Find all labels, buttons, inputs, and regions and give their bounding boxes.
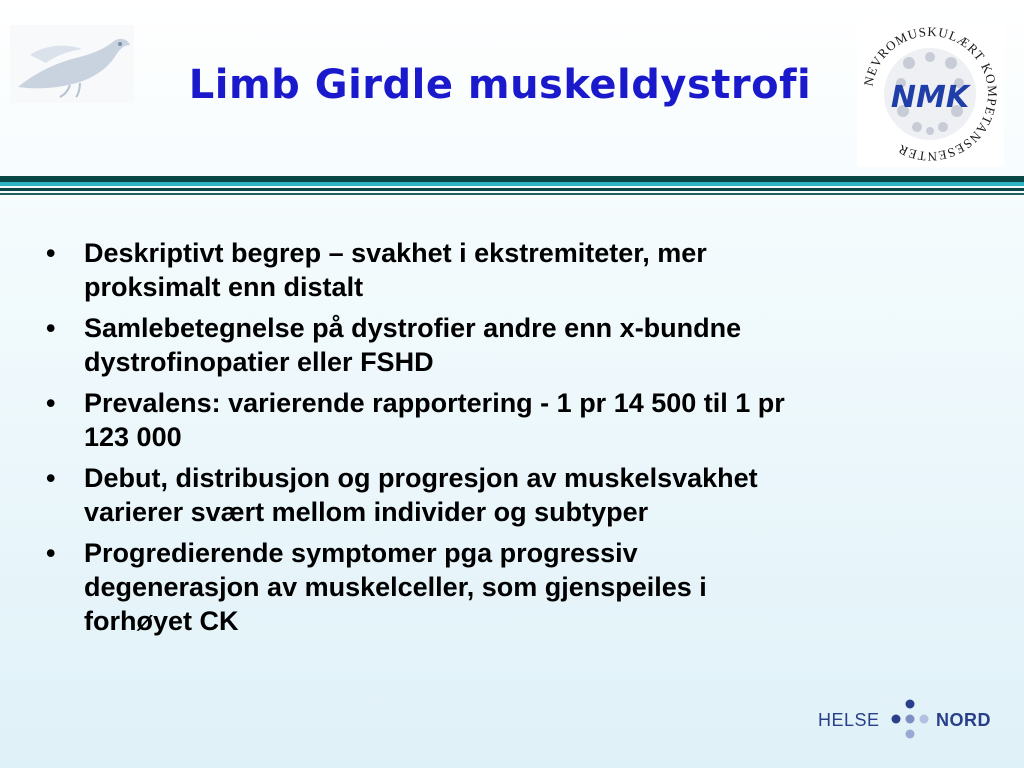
nmk-seal-ring-text: NEVROMUSKULÆRT KOMPETANSESENTER [860, 23, 1001, 165]
bullet-marker: • [46, 238, 56, 268]
bullet-line: degenerasjon av muskelceller, som gjenspeiles i [84, 572, 707, 602]
bullet-line: dystrofinopatier eller FSHD [84, 347, 434, 377]
bullet-line: proksimalt enn distalt [84, 272, 364, 302]
bullet-line: Progredierende symptomer pga progressiv [84, 538, 638, 568]
divider-teal [0, 182, 1024, 186]
bullet-list [44, 236, 994, 645]
divider-dark-bottom [0, 193, 1024, 195]
bullet-line: Debut, distribusjon og progresjon av muskelsvakhet [84, 463, 758, 493]
bullet-line: Samlebetegnelse på dystrofier andre enn x-bundne [84, 313, 742, 343]
slide-title: Limb Girdle muskeldystrofi [188, 62, 812, 108]
bullet-line: 123 000 [84, 422, 182, 452]
bullet-item [44, 536, 994, 638]
helse-nord-dots-icon [886, 698, 934, 742]
bird-logo-icon [10, 25, 134, 103]
helse-text: HELSE [818, 710, 880, 730]
bullet-line: forhøyet CK [84, 606, 239, 636]
divider-dark-middle [0, 188, 1024, 191]
bullet-marker: • [46, 313, 56, 343]
nmk-seal-center-text: NMK [890, 80, 970, 115]
bullet-item [44, 386, 994, 454]
bullet-line: Deskriptivt begrep – svakhet i ekstremiteter, mer [84, 238, 707, 268]
bullet-line: varierer svært mellom individer og subtyper [84, 497, 649, 527]
bullet-item [44, 236, 994, 304]
bullet-marker: • [46, 538, 56, 568]
bullet-item [44, 311, 994, 379]
bullet-marker: • [46, 463, 56, 493]
bullet-item [44, 461, 994, 529]
bullet-line: Prevalens: varierende rapportering - 1 pr 14 500 til 1 pr [84, 388, 785, 418]
bullet-marker: • [46, 388, 56, 418]
nord-text: NORD [936, 710, 991, 730]
nmk-seal-icon [857, 21, 1004, 167]
helse-nord-logo [818, 698, 998, 742]
